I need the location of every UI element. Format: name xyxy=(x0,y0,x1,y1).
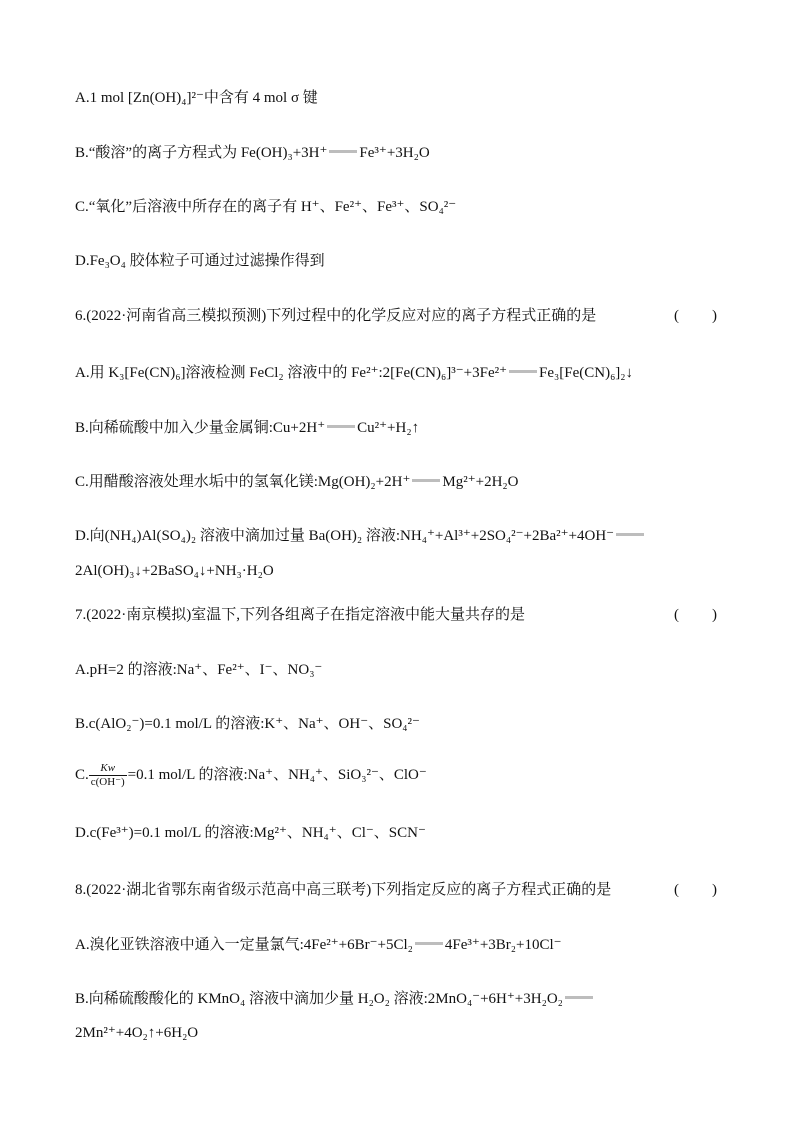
q8-answer-paren: ( ) xyxy=(674,882,718,898)
q8-stem: 8.(2022·湖北省鄂东南省级示范高中高三联考)下列指定反应的离子方程式正确的是 xyxy=(75,882,612,898)
equation-right: Fe₃[Fe(CN)₆]₂↓ xyxy=(539,365,634,381)
equation-right: Cu²⁺+H₂↑ xyxy=(357,420,420,436)
equation-left: B.向稀硫酸酸化的 KMnO₄ 溶液中滴加少量 H₂O₂ 溶液:2MnO₄⁻+6H⁺+3H₂O₂ xyxy=(75,991,563,1007)
equation-right: Fe³⁺+3H₂O xyxy=(359,145,430,161)
q5-option-b xyxy=(75,143,430,163)
equation-left: B.“酸溶”的离子方程式为 Fe(OH)₃+3H⁺ xyxy=(75,145,328,161)
q6-option-c xyxy=(75,472,518,492)
equation-right: Mg²⁺+2H₂O xyxy=(442,474,519,490)
q5-option-a: A.1 mol [Zn(OH)₄]²⁻中含有 4 mol σ 键 xyxy=(75,90,318,106)
option-text: =0.1 mol/L 的溶液:Na⁺、NH₄⁺、SiO₃²⁻、ClO⁻ xyxy=(127,766,427,783)
equation-left: A.溴化亚铁溶液中通入一定量氯气:4Fe²⁺+6Br⁻+5Cl₂ xyxy=(75,937,413,953)
q7-option-b: B.c(AlO₂⁻)=0.1 mol/L 的溶液:K⁺、Na⁺、OH⁻、SO₄²⁻ xyxy=(75,716,420,732)
equation-left: D.向(NH₄)Al(SO₄)₂ 溶液中滴加过量 Ba(OH)₂ 溶液:NH₄⁺+Al³⁺+2SO₄²⁻+2Ba²⁺+4OH⁻ xyxy=(75,528,615,544)
option-label: C. xyxy=(75,766,89,783)
q5-option-d: D.Fe₃O₄ 胶体粒子可通过过滤操作得到 xyxy=(75,253,325,269)
reaction-arrow xyxy=(327,425,355,428)
q6-stem: 6.(2022·河南省高三模拟预测)下列过程中的化学反应对应的离子方程式正确的是 xyxy=(75,308,597,324)
q6-answer-paren: ( ) xyxy=(674,308,718,324)
reaction-arrow xyxy=(509,370,537,373)
q7-answer-paren: ( ) xyxy=(674,607,718,623)
fraction-numerator: Kw xyxy=(89,762,127,776)
q7-option-d: D.c(Fe³⁺)=0.1 mol/L 的溶液:Mg²⁺、NH₄⁺、Cl⁻、SCN⁻ xyxy=(75,825,426,841)
reaction-arrow xyxy=(565,996,593,999)
equation-right: 4Fe³⁺+3Br₂+10Cl⁻ xyxy=(444,937,562,953)
equation-left: B.向稀硫酸中加入少量金属铜:Cu+2H⁺ xyxy=(75,420,326,436)
reaction-arrow xyxy=(415,942,443,945)
q7-option-c xyxy=(75,762,427,789)
q6-option-d xyxy=(75,526,646,546)
fraction xyxy=(89,762,127,789)
q8-option-b xyxy=(75,989,595,1009)
q8-option-a xyxy=(75,935,562,955)
q5-option-c: C.“氧化”后溶液中所存在的离子有 H⁺、Fe²⁺、Fe³⁺、SO₄²⁻ xyxy=(75,199,457,215)
q7-stem: 7.(2022·南京模拟)室温下,下列各组离子在指定溶液中能大量共存的是 xyxy=(75,607,525,623)
equation-left: A.用 K₃[Fe(CN)₆]溶液检测 FeCl₂ 溶液中的 Fe²⁺:2[Fe(CN)₆]³⁻+3Fe²⁺ xyxy=(75,365,508,381)
q6-option-d-continued: 2Al(OH)₃↓+2BaSO₄↓+NH₃·H₂O xyxy=(75,563,274,579)
reaction-arrow xyxy=(412,479,440,482)
fraction-denominator: c(OH⁻) xyxy=(90,776,125,788)
q6-option-b xyxy=(75,418,419,438)
reaction-arrow xyxy=(329,150,357,153)
q6-option-a xyxy=(75,363,633,383)
reaction-arrow xyxy=(616,533,644,536)
q7-option-a: A.pH=2 的溶液:Na⁺、Fe²⁺、I⁻、NO₃⁻ xyxy=(75,662,323,678)
equation-left: C.用醋酸溶液处理水垢中的氢氧化镁:Mg(OH)₂+2H⁺ xyxy=(75,474,411,490)
q8-option-b-continued: 2Mn²⁺+4O₂↑+6H₂O xyxy=(75,1025,199,1041)
